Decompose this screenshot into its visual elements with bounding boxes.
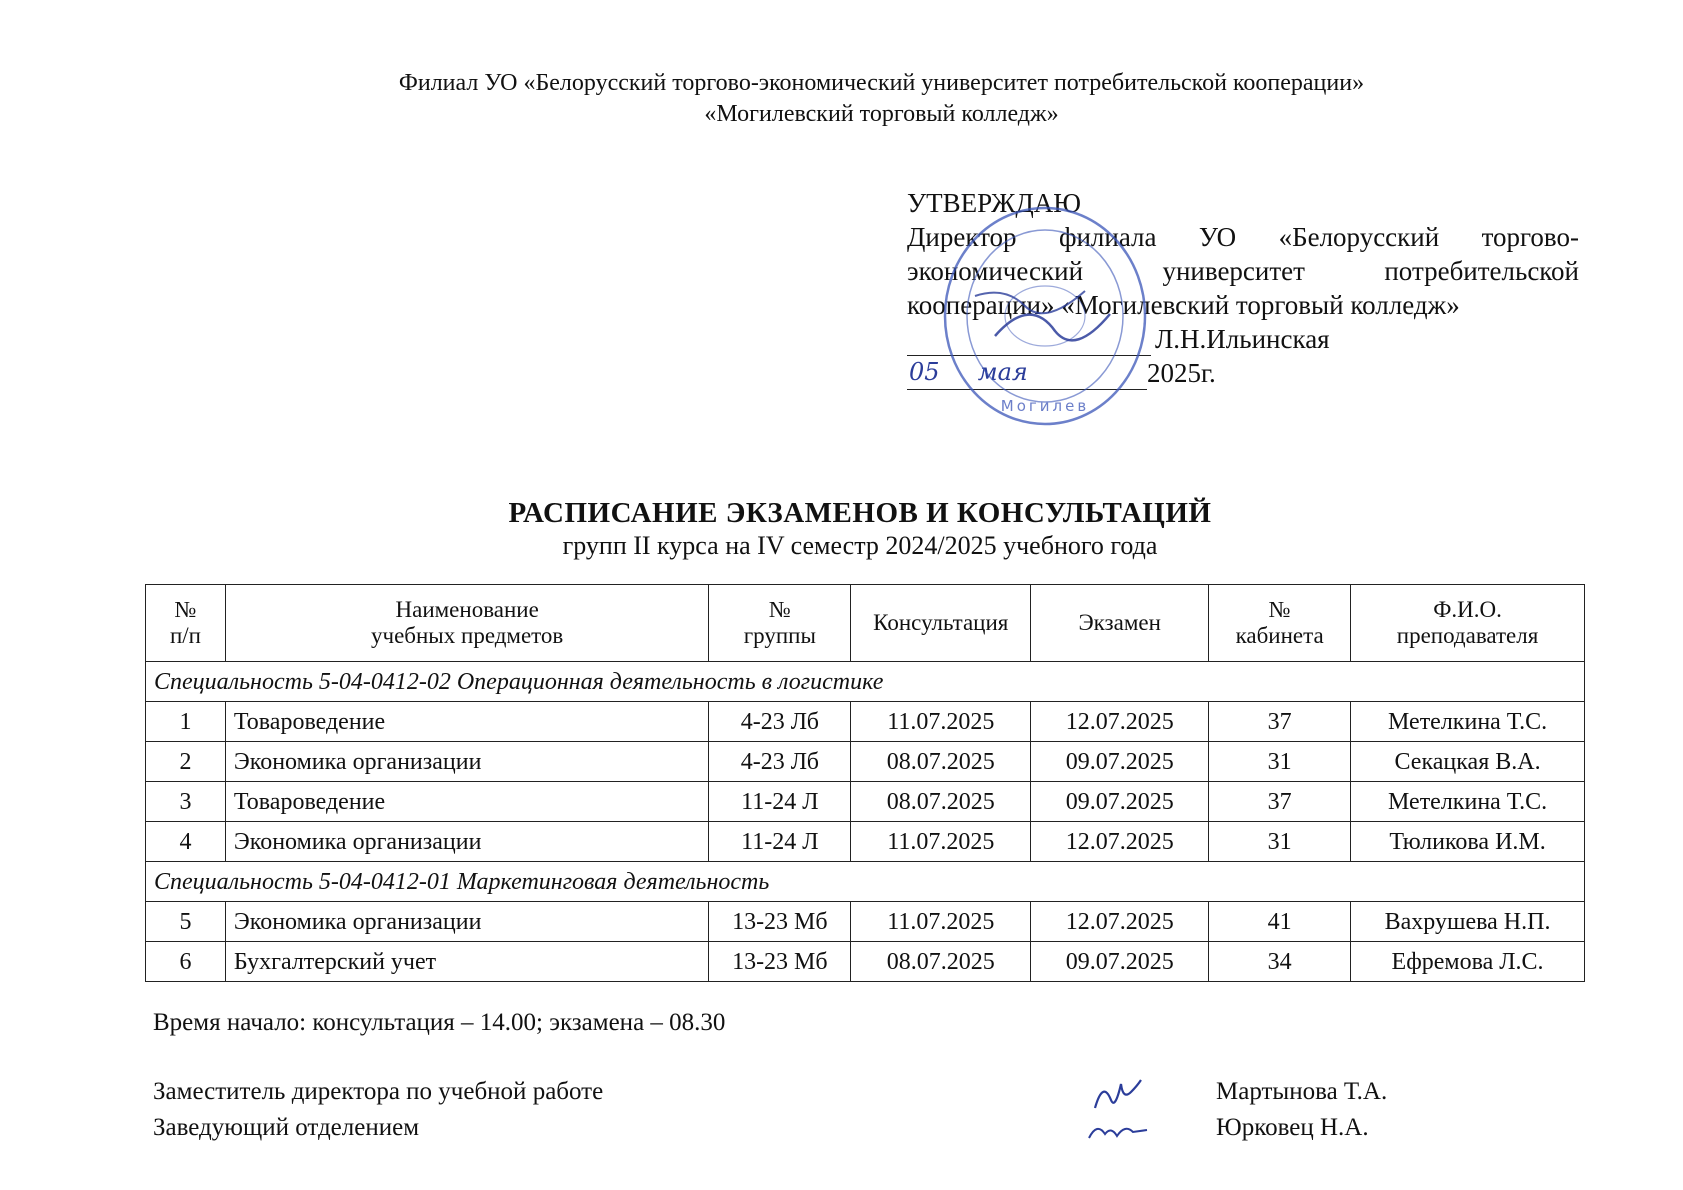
cell-room: 37	[1209, 702, 1351, 742]
head-name: Юрковец Н.А.	[1216, 1114, 1369, 1141]
col-header-subject: Наименование учебных предметов	[225, 585, 708, 662]
institution-header	[0, 68, 1683, 130]
footer-row-deputy	[153, 1074, 1453, 1110]
cell-group: 11-24 Л	[709, 782, 851, 822]
cell-subject: Бухгалтерский учет	[225, 942, 708, 982]
cell-group: 13-23 Мб	[709, 942, 851, 982]
cell-subject: Экономика организации	[225, 742, 708, 782]
cell-consultation: 08.07.2025	[851, 742, 1031, 782]
deputy-name: Мартынова Т.А.	[1216, 1078, 1388, 1105]
cell-group: 4-23 Лб	[709, 742, 851, 782]
cell-exam: 09.07.2025	[1031, 942, 1209, 982]
cell-num: 2	[146, 742, 226, 782]
cell-room: 34	[1209, 942, 1351, 982]
cell-subject: Экономика организации	[225, 822, 708, 862]
specialty-row	[146, 662, 1585, 702]
footer-row-head	[153, 1110, 1453, 1146]
cell-num: 5	[146, 902, 226, 942]
cell-teacher: Ефремова Л.С.	[1351, 942, 1585, 982]
specialty-label: Специальность 5-04-0412-02 Операционная деятельность в логистике	[146, 662, 1585, 702]
table-row	[146, 822, 1585, 862]
cell-num: 4	[146, 822, 226, 862]
head-role: Заведующий отделением	[153, 1114, 420, 1141]
approval-block	[907, 186, 1579, 390]
director-signature-line	[907, 322, 1579, 356]
col-header-teacher: Ф.И.О. преподавателя	[1351, 585, 1585, 662]
date-year: 2025г.	[1147, 358, 1216, 388]
handwritten-signature-icon	[1075, 1070, 1165, 1150]
cell-consultation: 11.07.2025	[851, 702, 1031, 742]
cell-subject: Товароведение	[225, 782, 708, 822]
table-row	[146, 782, 1585, 822]
cell-num: 1	[146, 702, 226, 742]
date-day: 05	[909, 358, 940, 386]
director-name: Л.Н.Ильинская	[1155, 324, 1330, 354]
table-row	[146, 702, 1585, 742]
cell-exam: 12.07.2025	[1031, 702, 1209, 742]
cell-consultation: 11.07.2025	[851, 902, 1031, 942]
cell-teacher: Вахрушева Н.П.	[1351, 902, 1585, 942]
signature-blank	[907, 329, 1151, 356]
handwritten-date	[909, 355, 1028, 389]
table-row	[146, 902, 1585, 942]
cell-room: 31	[1209, 742, 1351, 782]
cell-subject: Экономика организации	[225, 902, 708, 942]
cell-group: 11-24 Л	[709, 822, 851, 862]
schedule-subtitle: групп II курса на IV семестр 2024/2025 учебного года	[562, 531, 1158, 560]
schedule-title-block	[0, 496, 1683, 562]
cell-teacher: Тюликова И.М.	[1351, 822, 1585, 862]
cell-room: 31	[1209, 822, 1351, 862]
cell-consultation: 11.07.2025	[851, 822, 1031, 862]
cell-exam: 12.07.2025	[1031, 902, 1209, 942]
approval-title: УТВЕРЖДАЮ	[907, 188, 1082, 218]
schedule-title: РАСПИСАНИЕ ЭКЗАМЕНОВ И КОНСУЛЬТАЦИЙ	[508, 497, 1212, 529]
col-header-room: № кабинета	[1209, 585, 1351, 662]
cell-exam: 09.07.2025	[1031, 782, 1209, 822]
institution-name: Филиал УО «Белорусский торгово-экономический университет потребительской кооперации»	[398, 70, 1365, 96]
stamp-city-text: Могилев	[1000, 397, 1090, 415]
cell-exam: 12.07.2025	[1031, 822, 1209, 862]
table-row	[146, 742, 1585, 782]
date-month: мая	[977, 358, 1028, 386]
cell-num: 3	[146, 782, 226, 822]
approval-date	[907, 356, 1579, 390]
col-header-num: № п/п	[146, 585, 226, 662]
college-name: «Могилевский торговый колледж»	[704, 101, 1059, 127]
date-blank	[907, 358, 1147, 390]
cell-exam: 09.07.2025	[1031, 742, 1209, 782]
cell-consultation: 08.07.2025	[851, 782, 1031, 822]
cell-room: 37	[1209, 782, 1351, 822]
cell-group: 4-23 Лб	[709, 702, 851, 742]
cell-teacher: Секацкая В.А.	[1351, 742, 1585, 782]
table-row	[146, 942, 1585, 982]
col-header-group: № группы	[709, 585, 851, 662]
table-header-row	[146, 585, 1585, 662]
cell-teacher: Метелкина Т.С.	[1351, 782, 1585, 822]
schedule-table	[145, 584, 1585, 982]
cell-room: 41	[1209, 902, 1351, 942]
cell-num: 6	[146, 942, 226, 982]
time-note: Время начало: консультация – 14.00; экзамена – 08.30	[153, 1009, 726, 1036]
cell-teacher: Метелкина Т.С.	[1351, 702, 1585, 742]
cell-consultation: 08.07.2025	[851, 942, 1031, 982]
footer-signatures	[153, 1074, 1453, 1146]
specialty-label: Специальность 5-04-0412-01 Маркетинговая деятельность	[146, 862, 1585, 902]
cell-group: 13-23 Мб	[709, 902, 851, 942]
cell-subject: Товароведение	[225, 702, 708, 742]
col-header-exam: Экзамен	[1031, 585, 1209, 662]
col-header-consultation: Консультация	[851, 585, 1031, 662]
specialty-row	[146, 862, 1585, 902]
approval-position: Директор филиала УО «Белорусский торгово-экономический университет потребительской кооперации» «Могилевский торговый колледж»	[907, 222, 1579, 320]
deputy-role: Заместитель директора по учебной работе	[153, 1078, 604, 1105]
